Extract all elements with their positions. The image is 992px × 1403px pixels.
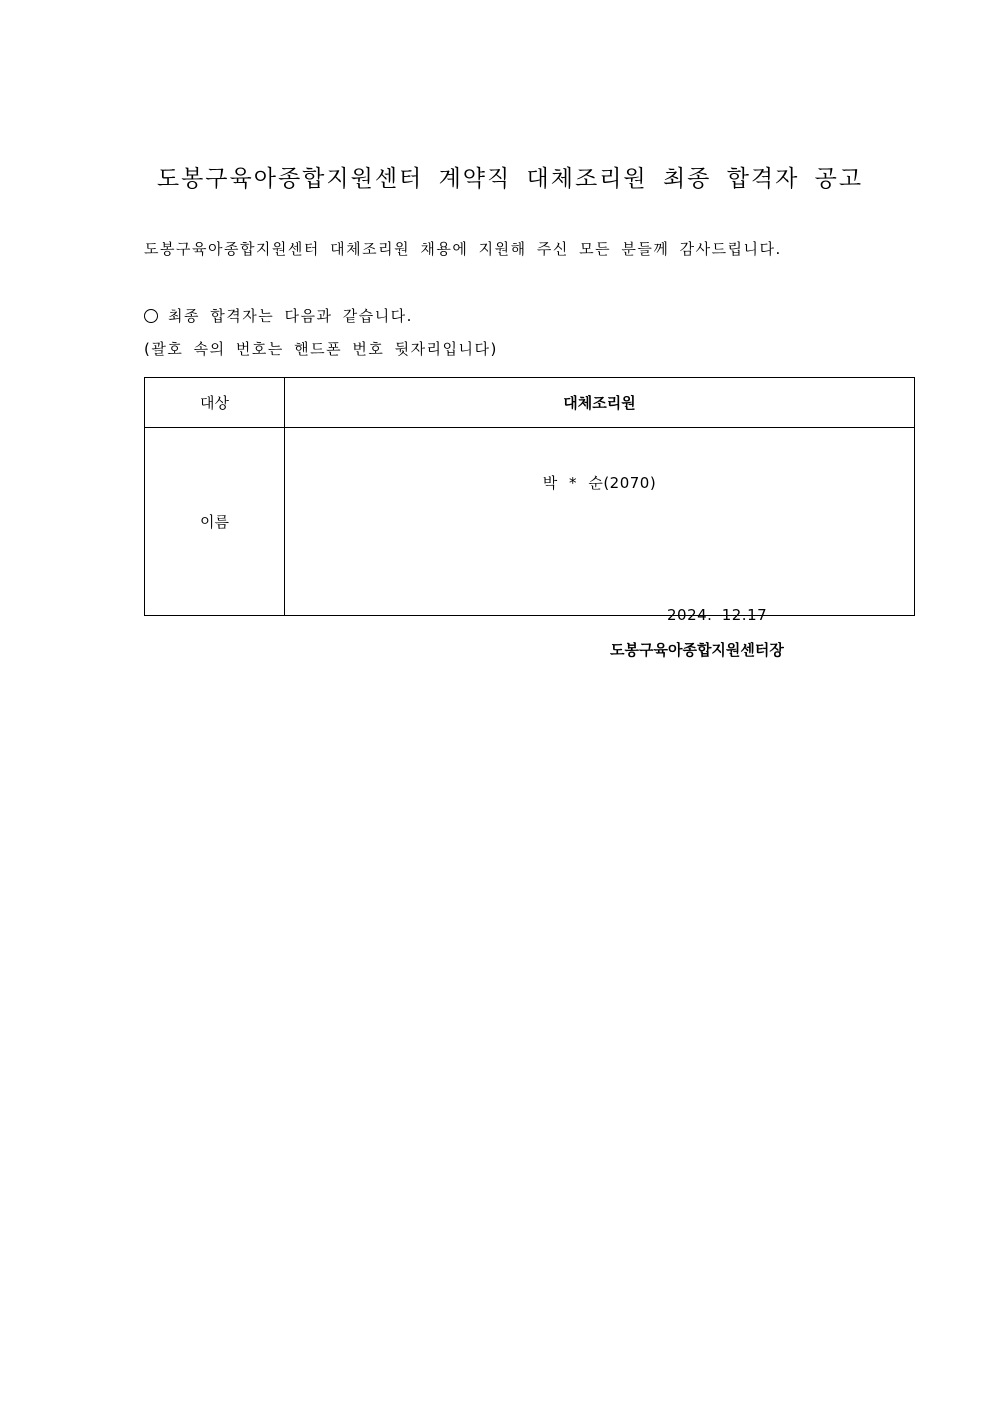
result-table bbox=[144, 377, 915, 616]
announcement-date: 2024. 12.17 bbox=[667, 606, 768, 624]
note-text: (괄호 속의 번호는 핸드폰 번호 뒷자리입니다) bbox=[144, 340, 498, 358]
name-label-cell: 이름 bbox=[145, 428, 285, 616]
header-value-cell: 대체조리원 bbox=[285, 378, 915, 428]
intro-text: 도봉구육아종합지원센터 대체조리원 채용에 지원해 주신 모든 분들께 감사드립니다. bbox=[144, 240, 782, 258]
table-row bbox=[145, 428, 915, 616]
signer-name: 도봉구육아종합지원센터장 bbox=[610, 641, 784, 659]
name-value-cell: 박 * 순(2070) bbox=[285, 428, 915, 616]
bullet-line bbox=[144, 305, 413, 326]
document-title: 도봉구육아종합지원센터 계약직 대체조리원 최종 합격자 공고 bbox=[156, 166, 864, 192]
circle-bullet-icon bbox=[144, 309, 158, 323]
bullet-text: 최종 합격자는 다음과 같습니다. bbox=[168, 307, 413, 325]
table-header-row bbox=[145, 378, 915, 428]
header-label-cell: 대상 bbox=[145, 378, 285, 428]
